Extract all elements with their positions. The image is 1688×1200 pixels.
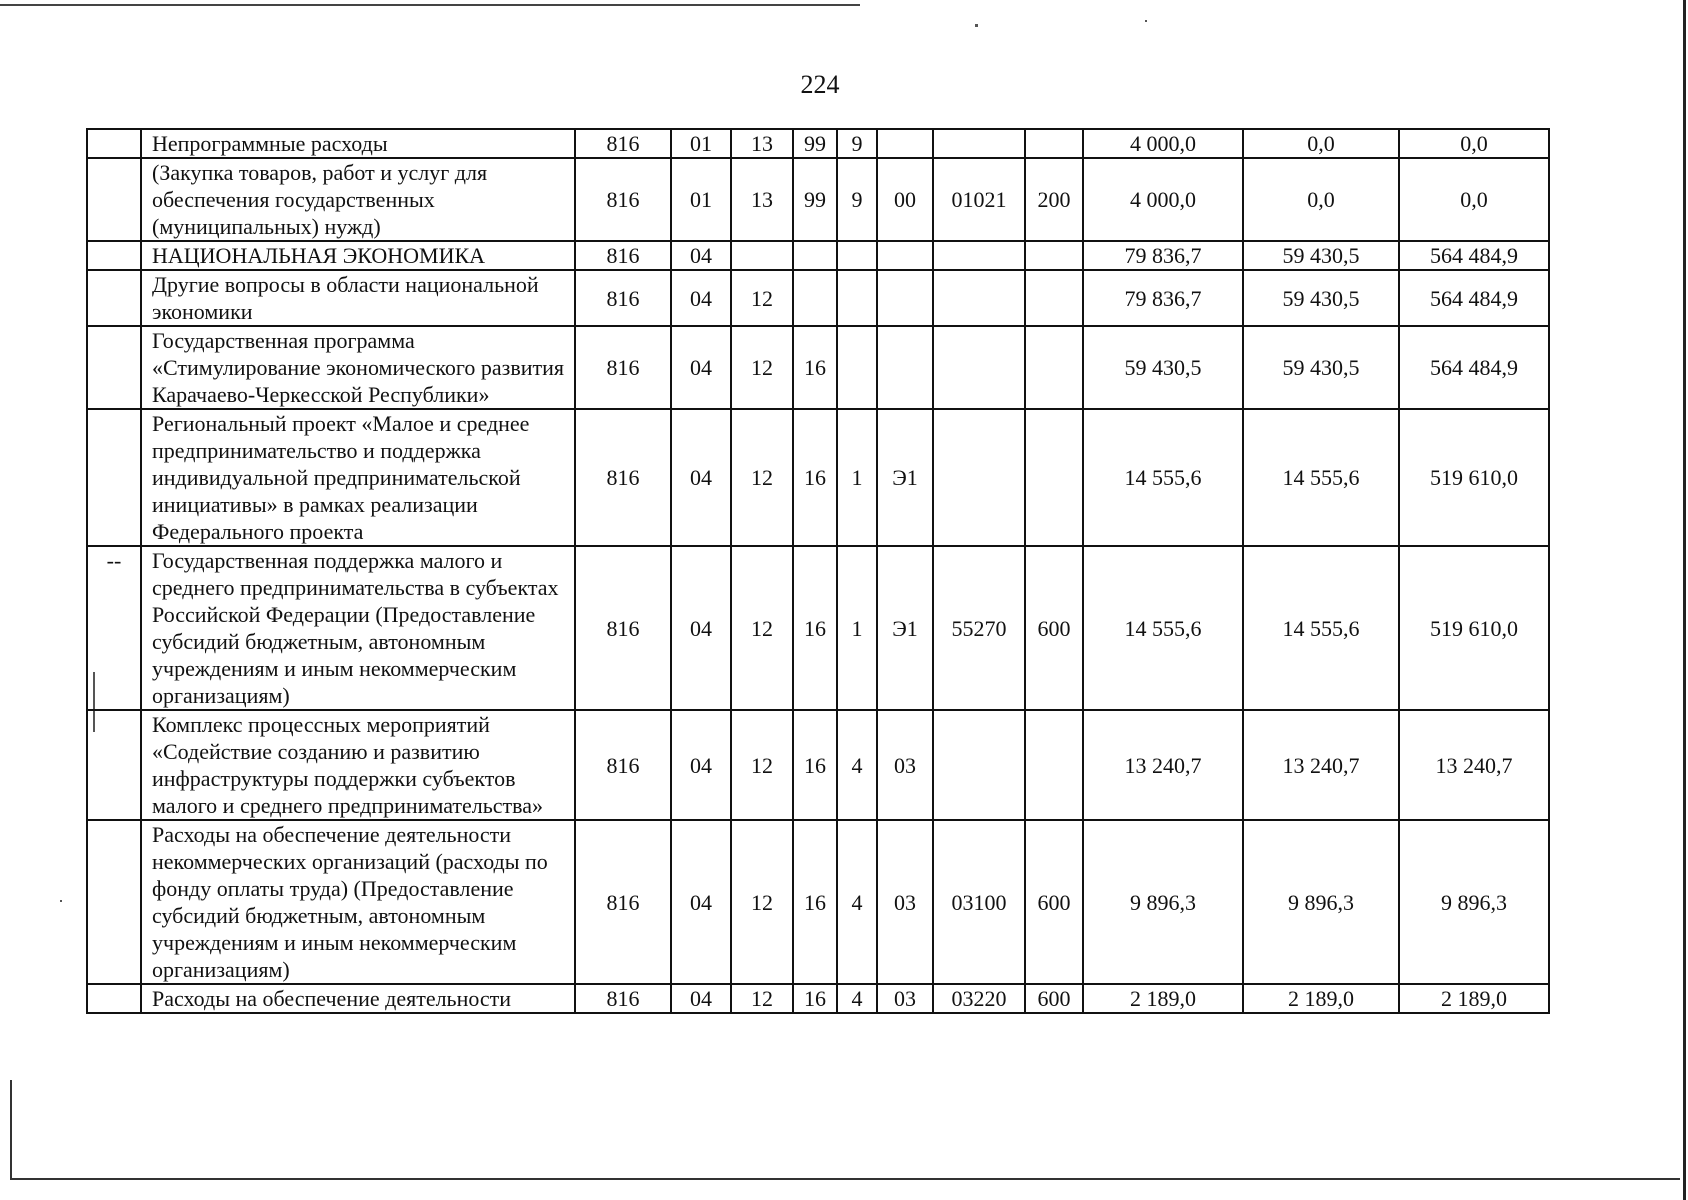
amount-year-2: 0,0	[1243, 129, 1399, 158]
code-program-event: 03	[877, 820, 933, 984]
code-subsection: 12	[731, 270, 793, 326]
code-direction	[933, 326, 1025, 409]
amount-year-2: 59 430,5	[1243, 241, 1399, 270]
code-expense-type	[1025, 241, 1083, 270]
code-expense-type	[1025, 710, 1083, 820]
code-program-event: 00	[877, 158, 933, 241]
page-number: 224	[800, 70, 840, 99]
code-section: 04	[671, 710, 731, 820]
row-mark	[87, 820, 141, 984]
code-expense-type: 200	[1025, 158, 1083, 241]
scan-speck	[60, 900, 62, 902]
code-program-type: 9	[837, 129, 877, 158]
row-mark	[87, 409, 141, 546]
amount-year-1: 59 430,5	[1083, 326, 1243, 409]
amount-year-3: 0,0	[1399, 158, 1549, 241]
code-program	[793, 270, 837, 326]
code-direction	[933, 270, 1025, 326]
code-program-event	[877, 129, 933, 158]
code-program-type: 9	[837, 158, 877, 241]
code-program-event: Э1	[877, 409, 933, 546]
code-section: 04	[671, 984, 731, 1013]
code-subsection: 13	[731, 158, 793, 241]
code-program-type	[837, 241, 877, 270]
code-program	[793, 241, 837, 270]
code-program: 99	[793, 129, 837, 158]
amount-year-2: 13 240,7	[1243, 710, 1399, 820]
row-name: Другие вопросы в области национальной экономики	[141, 270, 575, 326]
table-row	[87, 546, 1549, 710]
code-direction	[933, 129, 1025, 158]
code-direction	[933, 241, 1025, 270]
amount-year-2: 59 430,5	[1243, 270, 1399, 326]
row-name: Непрограммные расходы	[141, 129, 575, 158]
row-name: Комплекс процессных мероприятий «Содействие созданию и развитию инфраструктуры поддержки субъектов малого и среднего предпринимательства»	[141, 710, 575, 820]
code-direction	[933, 710, 1025, 820]
code-section: 04	[671, 270, 731, 326]
table-row	[87, 326, 1549, 409]
budget-table	[86, 128, 1550, 1014]
amount-year-1: 4 000,0	[1083, 129, 1243, 158]
code-program-type: 4	[837, 710, 877, 820]
amount-year-3: 2 189,0	[1399, 984, 1549, 1013]
code-program: 16	[793, 326, 837, 409]
scan-speck	[975, 24, 978, 27]
table-row	[87, 820, 1549, 984]
code-direction: 03220	[933, 984, 1025, 1013]
code-program: 16	[793, 984, 837, 1013]
code-subsection: 12	[731, 546, 793, 710]
code-program-event: 03	[877, 710, 933, 820]
amount-year-1: 79 836,7	[1083, 241, 1243, 270]
row-name: Региональный проект «Малое и среднее предпринимательство и поддержка индивидуальной предпринимательской инициативы» в рамках реализации Федерального проекта	[141, 409, 575, 546]
row-mark: --	[87, 546, 141, 710]
code-ved: 816	[575, 710, 671, 820]
code-ved: 816	[575, 820, 671, 984]
amount-year-1: 4 000,0	[1083, 158, 1243, 241]
code-expense-type: 600	[1025, 546, 1083, 710]
code-program-type	[837, 326, 877, 409]
code-subsection: 12	[731, 326, 793, 409]
amount-year-2: 14 555,6	[1243, 409, 1399, 546]
code-expense-type: 600	[1025, 984, 1083, 1013]
code-direction	[933, 409, 1025, 546]
code-ved: 816	[575, 984, 671, 1013]
code-ved: 816	[575, 409, 671, 546]
code-program: 16	[793, 409, 837, 546]
code-section: 04	[671, 326, 731, 409]
code-program-event: 03	[877, 984, 933, 1013]
code-section: 04	[671, 241, 731, 270]
code-program: 99	[793, 158, 837, 241]
code-program-event	[877, 270, 933, 326]
amount-year-3: 519 610,0	[1399, 409, 1549, 546]
code-subsection: 12	[731, 984, 793, 1013]
code-direction: 55270	[933, 546, 1025, 710]
code-program-type: 4	[837, 984, 877, 1013]
code-ved: 816	[575, 546, 671, 710]
code-expense-type	[1025, 326, 1083, 409]
amount-year-3: 564 484,9	[1399, 326, 1549, 409]
table-body	[87, 129, 1549, 1013]
table-row	[87, 241, 1549, 270]
code-ved: 816	[575, 158, 671, 241]
scan-edge-bottom	[10, 1178, 1680, 1180]
code-section: 04	[671, 546, 731, 710]
row-name: Государственная поддержка малого и среднего предпринимательства в субъектах Российской Федерации (Предоставление субсидий бюджетным, автономным учреждениям и иным некоммерческим организациям)	[141, 546, 575, 710]
code-expense-type	[1025, 270, 1083, 326]
table-row	[87, 409, 1549, 546]
code-expense-type: 600	[1025, 820, 1083, 984]
row-mark	[87, 158, 141, 241]
code-program: 16	[793, 546, 837, 710]
code-program-type: 4	[837, 820, 877, 984]
table-row	[87, 158, 1549, 241]
scan-edge-left	[10, 1080, 12, 1180]
amount-year-2: 59 430,5	[1243, 326, 1399, 409]
row-mark	[87, 326, 141, 409]
row-mark	[87, 241, 141, 270]
scan-speck	[1145, 20, 1147, 22]
code-direction: 01021	[933, 158, 1025, 241]
row-name: Расходы на обеспечение деятельности некоммерческих организаций (расходы по фонду оплаты труда) (Предоставление субсидий бюджетным, автономным учреждениям и иным некоммерческим организациям)	[141, 820, 575, 984]
amount-year-3: 564 484,9	[1399, 241, 1549, 270]
amount-year-2: 14 555,6	[1243, 546, 1399, 710]
code-section: 04	[671, 820, 731, 984]
row-name: НАЦИОНАЛЬНАЯ ЭКОНОМИКА	[141, 241, 575, 270]
code-direction: 03100	[933, 820, 1025, 984]
code-expense-type	[1025, 129, 1083, 158]
code-section: 01	[671, 158, 731, 241]
table-row	[87, 129, 1549, 158]
amount-year-3: 519 610,0	[1399, 546, 1549, 710]
table-row	[87, 270, 1549, 326]
table-row	[87, 710, 1549, 820]
row-mark	[87, 129, 141, 158]
code-program-event: Э1	[877, 546, 933, 710]
code-subsection: 13	[731, 129, 793, 158]
table-row	[87, 984, 1549, 1013]
row-name: (Закупка товаров, работ и услуг для обеспечения государственных (муниципальных) нужд)	[141, 158, 575, 241]
amount-year-1: 14 555,6	[1083, 409, 1243, 546]
amount-year-2: 9 896,3	[1243, 820, 1399, 984]
amount-year-3: 9 896,3	[1399, 820, 1549, 984]
code-program: 16	[793, 710, 837, 820]
code-program-type: 1	[837, 546, 877, 710]
code-program-event	[877, 241, 933, 270]
amount-year-3: 0,0	[1399, 129, 1549, 158]
amount-year-1: 14 555,6	[1083, 546, 1243, 710]
amount-year-2: 0,0	[1243, 158, 1399, 241]
scan-edge-top	[0, 4, 860, 6]
code-ved: 816	[575, 129, 671, 158]
code-subsection	[731, 241, 793, 270]
amount-year-3: 564 484,9	[1399, 270, 1549, 326]
amount-year-1: 13 240,7	[1083, 710, 1243, 820]
code-section: 01	[671, 129, 731, 158]
code-program-type: 1	[837, 409, 877, 546]
amount-year-1: 2 189,0	[1083, 984, 1243, 1013]
scan-edge-right	[1683, 0, 1686, 1200]
amount-year-1: 79 836,7	[1083, 270, 1243, 326]
code-subsection: 12	[731, 820, 793, 984]
row-mark	[87, 710, 141, 820]
code-subsection: 12	[731, 710, 793, 820]
code-program-type	[837, 270, 877, 326]
code-subsection: 12	[731, 409, 793, 546]
amount-year-3: 13 240,7	[1399, 710, 1549, 820]
row-name: Расходы на обеспечение деятельности	[141, 984, 575, 1013]
code-section: 04	[671, 409, 731, 546]
code-program-event	[877, 326, 933, 409]
row-name: Государственная программа «Стимулирование экономического развития Карачаево-Черкесской Республики»	[141, 326, 575, 409]
amount-year-2: 2 189,0	[1243, 984, 1399, 1013]
amount-year-1: 9 896,3	[1083, 820, 1243, 984]
code-expense-type	[1025, 409, 1083, 546]
row-mark	[87, 984, 141, 1013]
code-ved: 816	[575, 241, 671, 270]
code-ved: 816	[575, 270, 671, 326]
code-program: 16	[793, 820, 837, 984]
row-mark	[87, 270, 141, 326]
code-ved: 816	[575, 326, 671, 409]
